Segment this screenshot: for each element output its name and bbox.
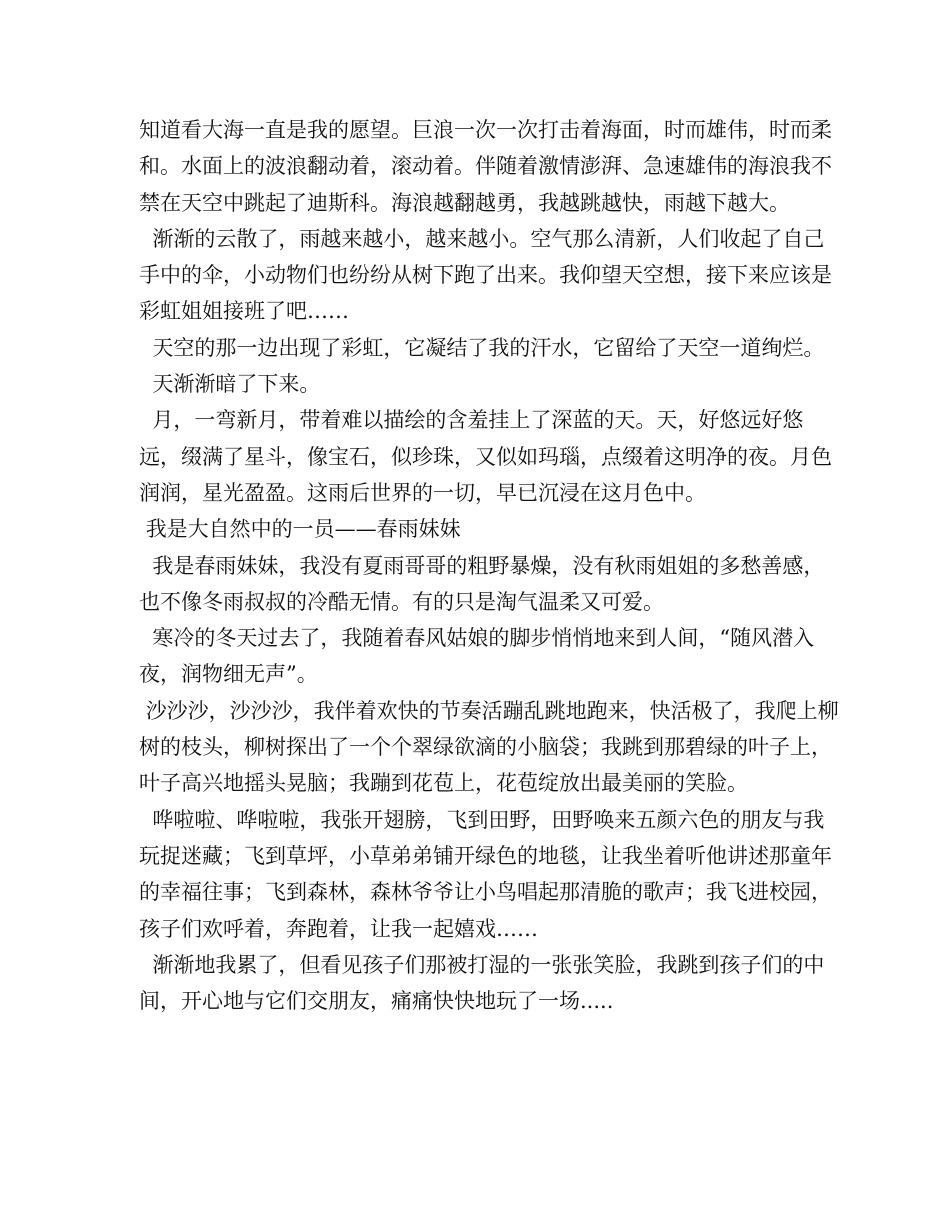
paragraph-spring-rain-intro: 我是春雨妹妹，我没有夏雨哥哥的粗野暴燥，没有秋雨姐姐的多愁善感，也不像冬雨叔叔的冷酷无情。有的只是淘气温柔又可爱。 xyxy=(139,553,825,614)
paragraph-rustling: 沙沙沙，沙沙沙，我伴着欢快的节奏活蹦乱跳地跑来，快活极了，我爬上柳树的枝头，柳树探出了一个个翠绿欲滴的小脑袋；我跳到那碧绿的叶子上，叶子高兴地摇头晃脑；我蹦到花苞上，花苞绽放出最美丽的笑脸。 xyxy=(139,698,839,796)
paragraph-dusk: 天渐渐暗了下来。 xyxy=(139,372,321,397)
paragraph-tired: 渐渐地我累了，但看见孩子们那被打湿的一张张笑脸，我跳到孩子们的中间，开心地与它们交朋友，痛痛快快地玩了一场..... xyxy=(139,952,825,1014)
paragraph-flying: 哗啦啦、哗啦啦，我张开翅膀，飞到田野，田野唤来五颜六色的朋友与我玩捉迷藏；飞到草坪，小草弟弟铺开绿色的地毯，让我坐着听他讲述那童年的幸福往事；飞到森林，森林爷爷让小鸟唱起那清脆的歌声；我飞进校园，孩子们欢呼着，奔跑着，让我一起嬉戏…… xyxy=(139,807,832,941)
paragraph-sea-wish: 知道看大海一直是我的愿望。巨浪一次一次打击着海面，时而雄伟，时而柔和。水面上的波浪翻动着，滚动着。伴随着激情澎湃、急速雄伟的海浪我不禁在天空中跳起了迪斯科。海浪越翻越勇，我越跳越快，雨越下越大。 xyxy=(139,118,832,215)
paragraph-clouds-clear: 渐渐的云散了，雨越来越小，越来越小。空气那么清新，人们收起了自己手中的伞，小动物们也纷纷从树下跑了出来。我仰望天空想，接下来应该是彩虹姐姐接班了吧…… xyxy=(139,226,832,324)
paragraph-moon: 月，一弯新月，带着难以描绘的含羞挂上了深蓝的天。天，好悠远好悠远，缀满了星斗，像宝石，似珍珠，又似如玛瑙，点缀着这明净的夜。月色润润，星光盈盈。这雨后世界的一切，早已沉浸在这月色中。 xyxy=(139,408,832,505)
paragraph-winter-passed: 寒冷的冬天过去了，我随着春风姑娘的脚步悄悄地来到人间，“随风潜入夜，润物细无声”。 xyxy=(139,626,815,687)
document-body xyxy=(139,112,839,1019)
paragraph-rainbow: 天空的那一边出现了彩虹，它凝结了我的汗水，它留给了天空一道绚烂。 xyxy=(139,335,825,360)
section-title: 我是大自然中的一员——春雨妹妹 xyxy=(139,517,461,542)
